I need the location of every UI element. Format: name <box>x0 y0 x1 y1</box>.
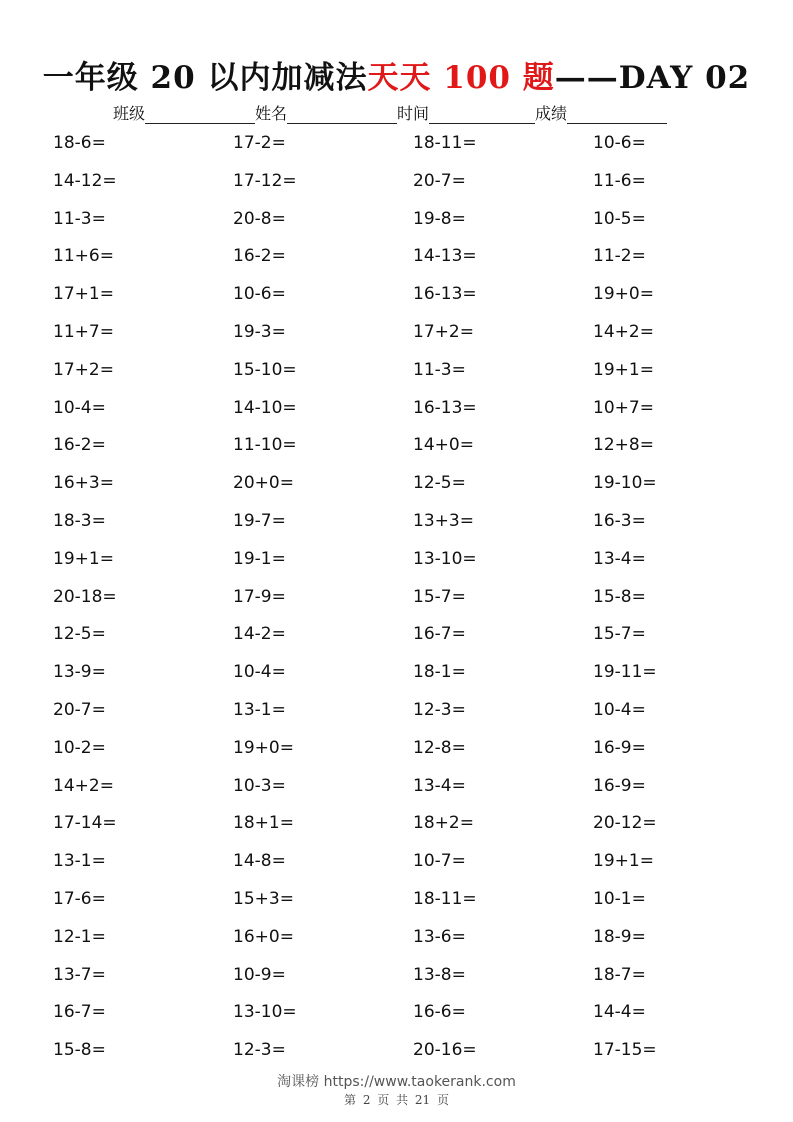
math-problem: 20+0= <box>233 473 294 494</box>
math-problem: 13-8= <box>413 964 466 985</box>
math-problem: 15+3= <box>233 888 294 909</box>
math-problem: 16-2= <box>53 435 106 456</box>
math-problem: 16-7= <box>413 624 466 645</box>
math-problem: 17+1= <box>53 284 114 305</box>
math-problem: 15-8= <box>53 1040 106 1061</box>
math-problem: 18-11= <box>413 888 477 909</box>
math-problem: 15-8= <box>593 586 646 607</box>
math-problem: 18-3= <box>53 510 106 531</box>
math-problem: 10-4= <box>593 699 646 720</box>
math-problem: 20-7= <box>413 170 466 191</box>
title-main: 一年级 20 以内加减法 <box>42 60 368 96</box>
math-problem: 13-4= <box>413 775 466 796</box>
math-problem: 16+3= <box>53 473 114 494</box>
math-problem: 17-14= <box>53 813 117 834</box>
math-problem: 16-9= <box>593 737 646 758</box>
math-problem: 10-2= <box>53 737 106 758</box>
class-label: 班级 <box>113 104 146 123</box>
math-problem: 17-6= <box>53 888 106 909</box>
class-blank <box>145 105 255 124</box>
math-problem: 16-2= <box>233 246 286 267</box>
math-problem: 10+7= <box>593 397 654 418</box>
math-problem: 18-9= <box>593 926 646 947</box>
math-problem: 19+1= <box>593 359 654 380</box>
math-problem: 13-7= <box>53 964 106 985</box>
math-problem: 19+0= <box>593 284 654 305</box>
math-problem: 13-9= <box>53 662 106 683</box>
math-problem: 13-6= <box>413 926 466 947</box>
math-problem: 10-4= <box>53 397 106 418</box>
math-problem: 10-6= <box>593 133 646 153</box>
math-problem: 18-1= <box>413 662 466 683</box>
math-problem: 19-3= <box>233 321 286 342</box>
math-problem: 18+2= <box>413 813 474 834</box>
math-problem: 11-3= <box>413 359 466 380</box>
math-problem: 12+8= <box>593 435 654 456</box>
math-problem: 12-5= <box>413 473 466 494</box>
math-problem: 17-12= <box>233 170 297 191</box>
math-problem: 14-8= <box>233 851 286 872</box>
math-problem: 12-5= <box>53 624 106 645</box>
math-problem: 20-7= <box>53 699 106 720</box>
math-problem: 10-6= <box>233 284 286 305</box>
math-problem: 10-1= <box>593 888 646 909</box>
math-problem: 15-10= <box>233 359 297 380</box>
math-problem: 17-9= <box>233 586 286 607</box>
math-problem: 10-3= <box>233 775 286 796</box>
student-info-row <box>113 100 667 124</box>
math-problem: 16-9= <box>593 775 646 796</box>
math-problem: 16-7= <box>53 1002 106 1023</box>
math-problem: 18+1= <box>233 813 294 834</box>
math-problem: 20-16= <box>413 1040 477 1061</box>
name-blank <box>287 105 397 124</box>
math-problem: 10-5= <box>593 208 646 229</box>
math-problem: 18-11= <box>413 133 477 153</box>
math-problem: 17+2= <box>413 321 474 342</box>
math-problem: 13-1= <box>53 851 106 872</box>
math-problem: 15-7= <box>593 624 646 645</box>
math-problem: 20-18= <box>53 586 117 607</box>
math-problem: 16-13= <box>413 397 477 418</box>
math-problem: 14-13= <box>413 246 477 267</box>
math-problem: 16-13= <box>413 284 477 305</box>
math-problem: 19-10= <box>593 473 657 494</box>
math-problem: 11-6= <box>593 170 646 191</box>
title-highlight: 天天 100 题 <box>367 60 555 96</box>
math-problem: 17-2= <box>233 133 286 153</box>
math-problem: 13-10= <box>413 548 477 569</box>
score-blank <box>567 105 667 124</box>
math-problem: 10-4= <box>233 662 286 683</box>
math-problem: 13-1= <box>233 699 286 720</box>
time-blank <box>429 105 535 124</box>
math-problem: 13-4= <box>593 548 646 569</box>
math-problem: 12-3= <box>233 1040 286 1061</box>
math-problem: 11-3= <box>53 208 106 229</box>
math-problem: 12-1= <box>53 926 106 947</box>
math-problem: 14-10= <box>233 397 297 418</box>
math-problem: 15-7= <box>413 586 466 607</box>
title-day: ——DAY 02 <box>554 60 751 96</box>
math-problem: 10-7= <box>413 851 466 872</box>
math-problem: 19+0= <box>233 737 294 758</box>
math-problem: 14-4= <box>593 1002 646 1023</box>
math-problem: 19-7= <box>233 510 286 531</box>
footer-site: 淘课榜 https://www.taokerank.com <box>277 1074 516 1090</box>
math-problem: 16-6= <box>413 1002 466 1023</box>
math-problem: 18-6= <box>53 133 106 153</box>
score-label: 成绩 <box>535 104 568 123</box>
math-problem: 13-10= <box>233 1002 297 1023</box>
math-problem: 19-8= <box>413 208 466 229</box>
math-problem: 17+2= <box>53 359 114 380</box>
problem-grid <box>53 128 773 1073</box>
math-problem: 11+7= <box>53 321 114 342</box>
worksheet-title <box>0 52 793 97</box>
math-problem: 19-1= <box>233 548 286 569</box>
math-problem: 12-3= <box>413 699 466 720</box>
math-problem: 20-8= <box>233 208 286 229</box>
math-problem: 19-11= <box>593 662 657 683</box>
math-problem: 13+3= <box>413 510 474 531</box>
math-problem: 14+2= <box>593 321 654 342</box>
math-problem: 14-12= <box>53 170 117 191</box>
math-problem: 20-12= <box>593 813 657 834</box>
math-problem: 19+1= <box>593 851 654 872</box>
math-problem: 14+0= <box>413 435 474 456</box>
math-problem: 16+0= <box>233 926 294 947</box>
math-problem: 16-3= <box>593 510 646 531</box>
math-problem: 12-8= <box>413 737 466 758</box>
math-problem: 10-9= <box>233 964 286 985</box>
math-problem: 19+1= <box>53 548 114 569</box>
math-problem: 11+6= <box>53 246 114 267</box>
page-number: 第 2 页 共 21 页 <box>344 1093 449 1107</box>
math-problem: 17-15= <box>593 1040 657 1061</box>
time-label: 时间 <box>397 104 430 123</box>
math-problem: 11-10= <box>233 435 297 456</box>
math-problem: 14-2= <box>233 624 286 645</box>
math-problem: 18-7= <box>593 964 646 985</box>
math-problem: 11-2= <box>593 246 646 267</box>
name-label: 姓名 <box>255 104 288 123</box>
math-problem: 14+2= <box>53 775 114 796</box>
